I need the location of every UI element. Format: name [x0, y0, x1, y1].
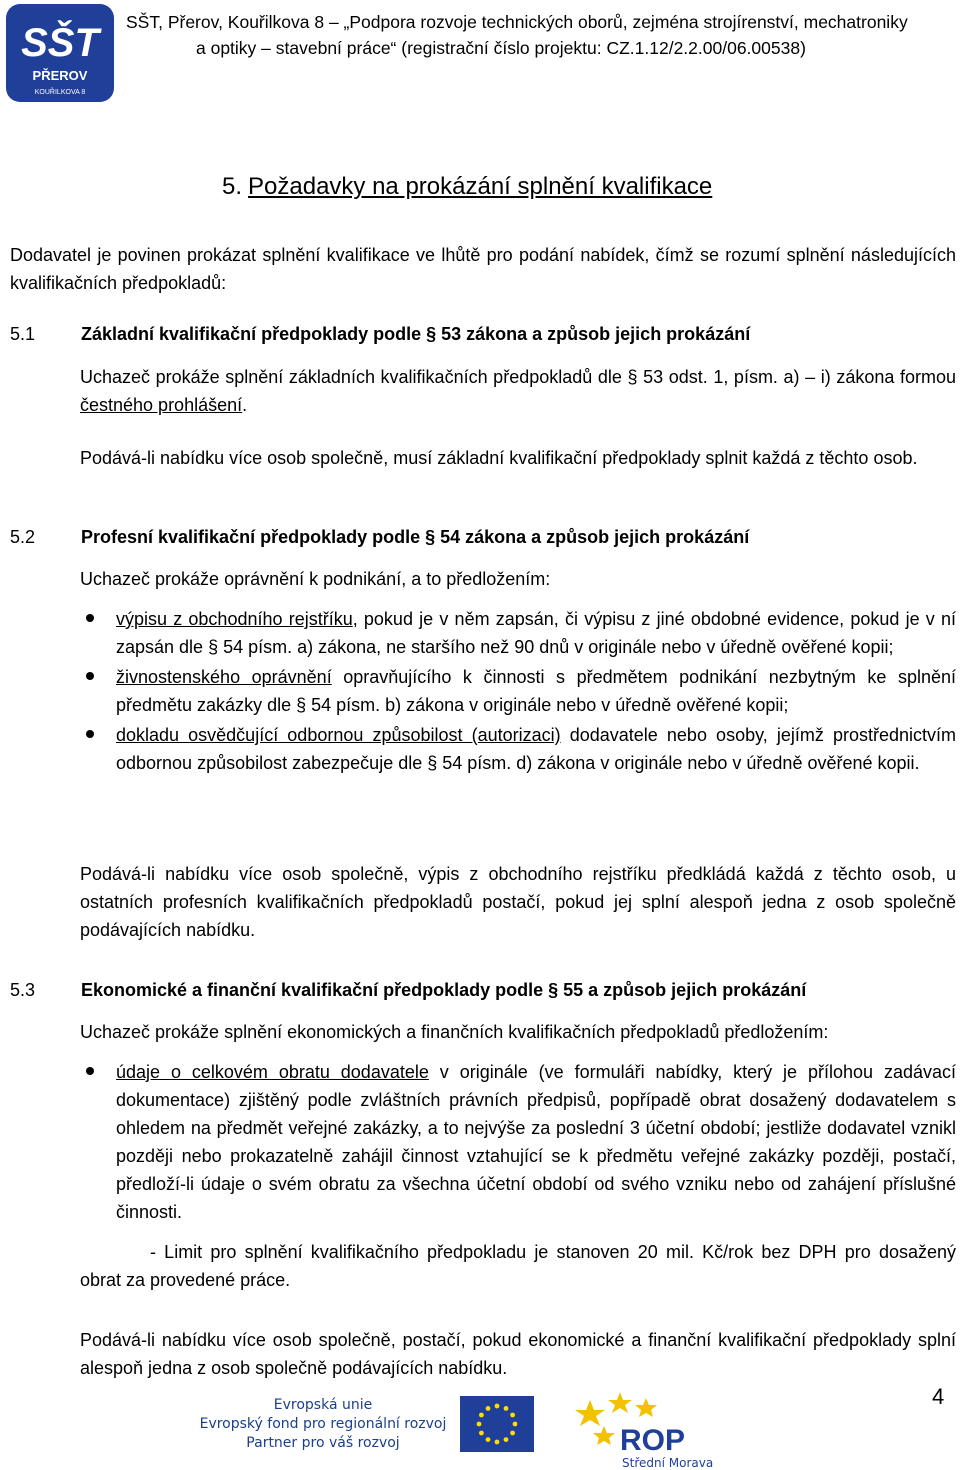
text-span: , pokud je v něm zapsán, či výpisu z jiné obdobné evidence, pokud je v ní zapsán dle § 54 písm. a) zákona, ne staršího než 90 dnů v originále nebo v úředně ověřené kopii; [116, 609, 956, 657]
underlined-text: dokladu osvědčující odbornou způsobilost (autorizaci) [116, 725, 561, 745]
list-item [116, 605, 956, 661]
underlined-text: živnostenského oprávnění [116, 667, 332, 687]
title-number: 5. [222, 173, 243, 200]
page-number: 4 [932, 1384, 945, 1409]
section-number: 5.3 [10, 980, 36, 1000]
section-title: Ekonomické a finanční kvalifikační předpoklady podle § 55 a způsob jejich prokázání [81, 980, 807, 1000]
section-5-3-list [116, 1058, 956, 1226]
eu-star-icon [486, 1406, 491, 1411]
rop-subtitle: Střední Morava [622, 1456, 714, 1470]
rop-name: ROP [620, 1424, 686, 1457]
logo-city: PŘEROV [32, 68, 88, 83]
eu-star-icon [479, 1431, 484, 1436]
eu-star-icon [479, 1413, 484, 1418]
eu-line: Partner pro váš rozvoj [246, 1435, 400, 1451]
section-5-2-lead: Uchazeč prokáže oprávnění k podnikání, a to předložením: [80, 569, 551, 589]
section-number: 5.1 [10, 324, 36, 344]
section-5-1-heading [10, 324, 750, 345]
bullet-icon [86, 730, 94, 738]
text-span: . [242, 395, 248, 415]
turnover-limit: - Limit pro splnění kvalifikačního předpokladu je stanoven 20 mil. Kč/rok bez DPH pro dosažený obrat za provedené práce. [80, 1242, 956, 1290]
underlined-text: údaje o celkovém obratu dodavatele [116, 1062, 429, 1082]
bullet-icon [86, 672, 94, 680]
eu-line: Evropský fond pro regionální rozvoj [199, 1416, 447, 1432]
list-item [116, 663, 956, 719]
text-span: opravňujícího k činnosti s předmětem podnikání nezbytným ke splnění předmětu zakázky dle § 54 písm. b) zákona v originále nebo v úředně ověřené kopii; [116, 667, 956, 715]
intro-paragraph: Dodavatel je povinen prokázat splnění kvalifikace ve lhůtě pro podání nabídek, čímž se rozumí splnění následujících kvalifikačních předpokladů: [10, 245, 956, 293]
eu-star-icon [495, 1440, 500, 1445]
eu-star-icon [513, 1422, 518, 1427]
section-5-3-joint-note: Podává-li nabídku více osob společně, postačí, pokud ekonomické a finanční kvalifikační předpoklady splní alespoň jedna z osob společně podávajících nabídku. [80, 1330, 956, 1378]
section-5-3-heading [10, 980, 806, 1001]
underlined-text: čestného prohlášení [80, 395, 243, 415]
eu-star-icon [510, 1431, 515, 1436]
underlined-text: výpisu z obchodního rejstříku [116, 609, 353, 629]
eu-star-icon [510, 1413, 515, 1418]
list-item [116, 1058, 956, 1226]
list-item [116, 721, 956, 777]
text-span: v originále (ve formuláři nabídky, který je přílohou zadávací dokumentace) zjištěný podle zvláštních právních předpisů, popřípadě obrat dosažený dodavatelem s ohledem na předmět veřejné zakázky, a to nejvýše za poslední 3 účetní období; jestliže dodavatel vznikl později nebo prokazatelně zahájil činnost vztahující se k předmětu veřejné zakázky později, postačí, předloží-li údaje o svém obratu za všechna účetní období od svého vzniku nebo od zahájení příslušné činnosti. [116, 1062, 956, 1222]
section-5-2-list [116, 605, 956, 777]
section-number: 5.2 [10, 527, 36, 547]
section-5-1-joint-note: Podává-li nabídku více osob společně, musí základní kvalifikační předpoklady splnit každá z těchto osob. [80, 448, 918, 468]
section-title: Profesní kvalifikační předpoklady podle § 54 zákona a způsob jejich prokázání [81, 527, 750, 547]
bullet-icon [86, 614, 94, 622]
text-span: dodavatele nebo osoby, jejímž prostřednictvím odbornou způsobilost zabezpečuje dle § 54 písm. d) zákona v originále nebo v úředně ověřené kopii. [116, 725, 956, 773]
section-5-1-paragraph [80, 363, 956, 419]
school-logo [6, 4, 114, 102]
eu-star-icon [486, 1437, 491, 1442]
eu-line: Evropská unie [273, 1397, 373, 1413]
bullet-icon [86, 1067, 94, 1075]
page-title [222, 173, 712, 201]
eu-star-icon [504, 1406, 509, 1411]
header-line-2: a optiky – stavební práce“ (registrační číslo projektu: CZ.1.12/2.2.00/06.00538) [196, 38, 806, 58]
eu-star-icon [504, 1437, 509, 1442]
title-text: Požadavky na prokázání splnění kvalifikace [248, 173, 713, 200]
section-5-2-joint-note: Podává-li nabídku více osob společně, výpis z obchodního rejstříku předkládá každá z těchto osob, u ostatních profesních kvalifikačních předpokladů postačí, pokud jej splní alespoň jedna z osob společně podávajících nabídku. [80, 864, 956, 940]
section-5-2-heading [10, 527, 749, 548]
rop-logo [574, 1388, 724, 1470]
eu-flag-icon [460, 1396, 534, 1452]
section-title: Základní kvalifikační předpoklady podle § 53 zákona a způsob jejich prokázání [81, 324, 751, 344]
eu-fund-caption [196, 1396, 450, 1453]
eu-star-icon [477, 1422, 482, 1427]
section-5-3-lead: Uchazeč prokáže splnění ekonomických a finančních kvalifikačních předpokladů předložením: [80, 1022, 829, 1042]
text-span: Uchazeč prokáže splnění základních kvalifikačních předpokladů dle § 53 odst. 1, písm. a) – i) zákona formou [80, 367, 956, 387]
logo-text: SŠT [21, 21, 99, 65]
logo-street: KOUŘILKOVA 8 [34, 89, 86, 96]
eu-star-icon [495, 1404, 500, 1409]
header-line-1: SŠT, Přerov, Kouřilkova 8 – „Podpora rozvoje technických oborů, zejména strojírenství, mechatroniky [126, 12, 908, 32]
